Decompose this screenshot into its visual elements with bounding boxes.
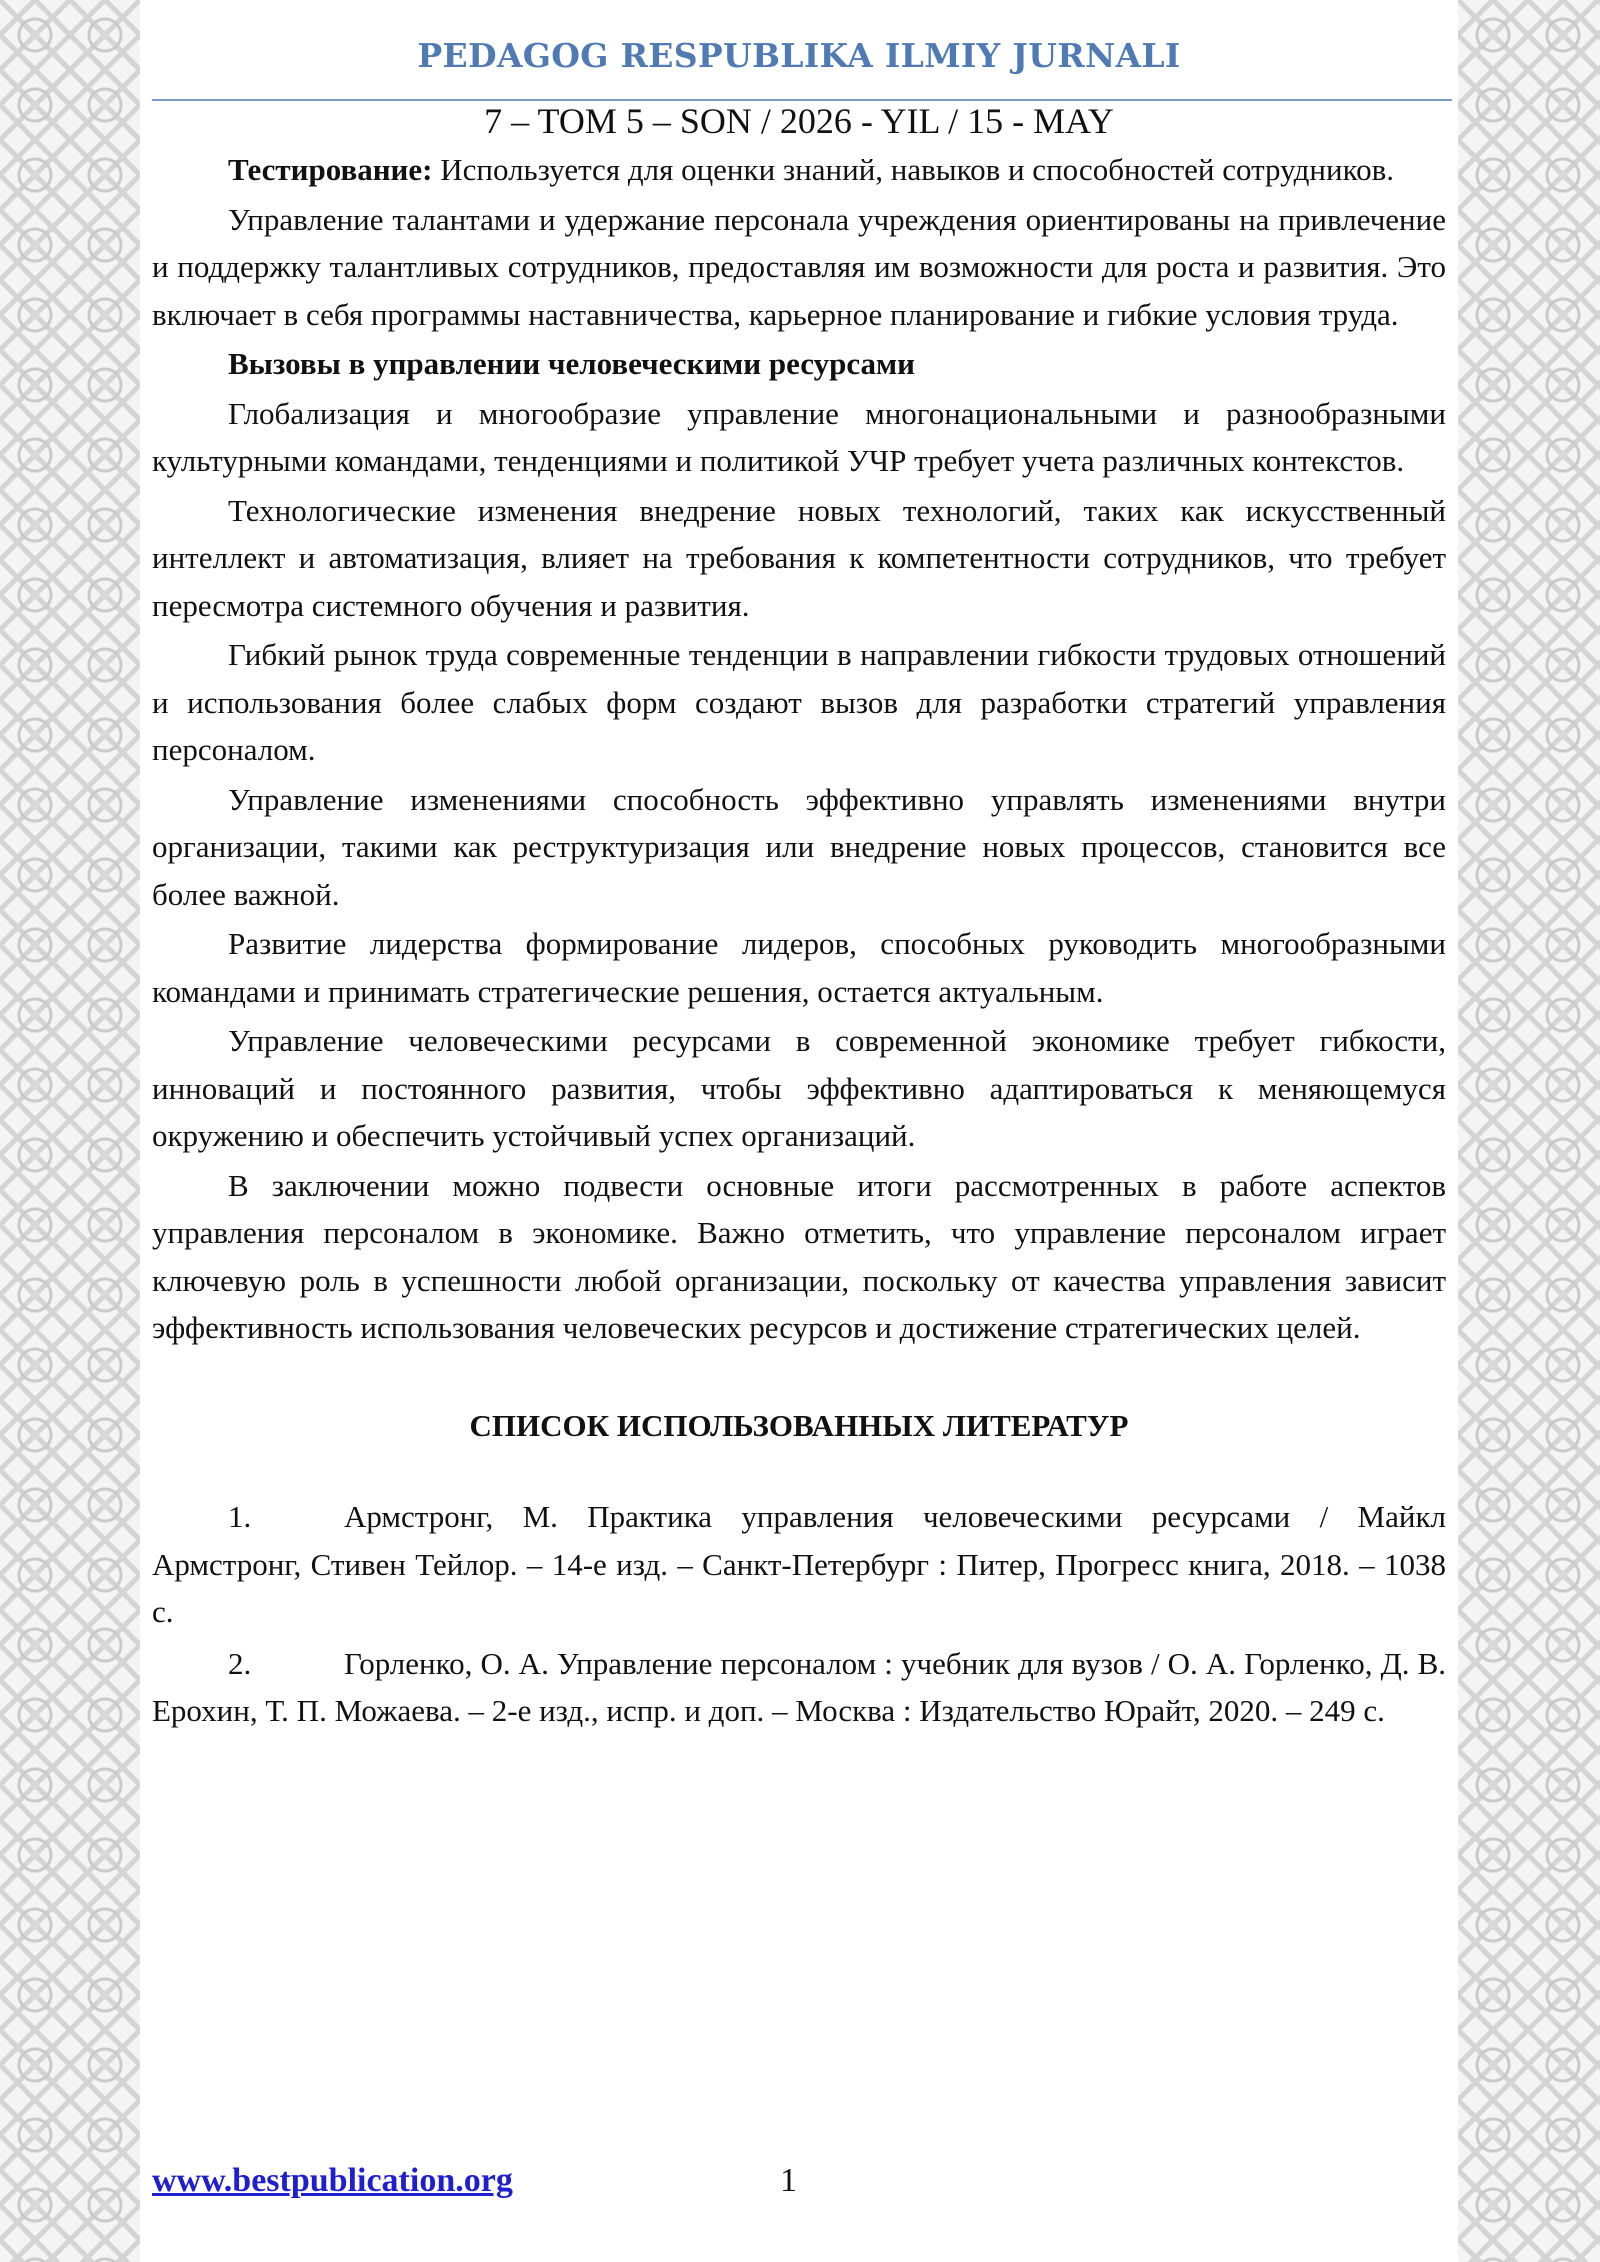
- paragraph-testing-text: Используется для оценки знаний, навыков и способностей сотрудников.: [432, 152, 1394, 187]
- paragraph-conclusion: В заключении можно подвести основные итоги рассмотренных в работе аспектов управления персоналом в экономике. Важно отметить, что управление персоналом играет ключевую роль в успешности любой организации, поскольку от качества управления зависит эффективность использования человеческих ресурсов и достижение стратегических целей.: [152, 1167, 1446, 1345]
- paragraph-testing: [152, 146, 1446, 194]
- reference-number: 2.: [228, 1645, 252, 1681]
- paragraph-technology: Технологические изменения внедрение новых технологий, таких как искусственный интеллект и автоматизация, влияет на требования к компетентности сотрудников, что требует пересмотра системного обучения и развития.: [152, 492, 1446, 623]
- paragraph-change-management: Управление изменениями способность эффективно управлять изменениями внутри организации, такими как реструктуризация или внедрение новых процессов, становится все более важной.: [152, 781, 1446, 912]
- journal-title: PEDAGOG RESPUBLIKA ILMIY JURNALI: [417, 36, 1181, 75]
- ornamental-border-right: [1458, 0, 1600, 2262]
- article-body: [152, 146, 1446, 1739]
- page-number: 1: [780, 2162, 797, 2199]
- reference-text: Армстронг, М. Практика управления человеческими ресурсами / Майкл Армстронг, Стивен Тейлор. – 14-е изд. – Санкт-Петербург : Питер, Прогресс книга, 2018. – 1038 с.: [152, 1499, 1446, 1629]
- term-testing: Тестирование:: [228, 152, 433, 187]
- paragraph-labor-market: Гибкий рынок труда современные тенденции в направлении гибкости трудовых отношений и использования более слабых форм создают вызов для разработки стратегий управления персоналом.: [152, 637, 1446, 767]
- paragraph-leadership: Развитие лидерства формирование лидеров, способных руководить многообразными командами и принимать стратегические решения, остается актуальным.: [152, 926, 1446, 1009]
- ornamental-border-left: [0, 0, 140, 2262]
- references-list: [152, 1493, 1446, 1735]
- paragraph-hr-economy: Управление человеческими ресурсами в современной экономике требует гибкости, инноваций и постоянного развития, чтобы эффективно адаптироваться к меняющемуся окружению и обеспечить устойчивый успех организаций.: [152, 1023, 1446, 1153]
- reference-text: Горленко, О. А. Управление персоналом : учебник для вузов / О. А. Горленко, Д. В. Ерохин, Т. П. Можаева. – 2-е изд., испр. и доп. – Москва : Издательство Юрайт, 2020. – 249 с.: [152, 1645, 1446, 1728]
- paragraph-globalization: Глобализация и многообразие управление многонациональными и разнообразными культурными командами, тенденциями и политикой УЧР требует учета различных контекстов.: [152, 395, 1446, 478]
- reference-item: [152, 1493, 1446, 1636]
- website-link[interactable]: www.bestpublication.org: [152, 2162, 513, 2199]
- reference-item: [152, 1640, 1446, 1735]
- reference-number: 1.: [228, 1499, 252, 1534]
- references-title: СПИСОК ИСПОЛЬЗОВАННЫХ ЛИТЕРАТУР: [469, 1407, 1129, 1443]
- section-heading-challenges: Вызовы в управлении человеческими ресурсами: [228, 346, 915, 381]
- issue-info: 7 – TOM 5 – SON / 2026 - YIL / 15 - MAY: [484, 101, 1114, 141]
- paragraph-talent-management: Управление талантами и удержание персонала учреждения ориентированы на привлечение и поддержку талантливых сотрудников, предоставляя им возможности для роста и развития. Это включает в себя программы наставничества, карьерное планирование и гибкие условия труда.: [152, 201, 1446, 332]
